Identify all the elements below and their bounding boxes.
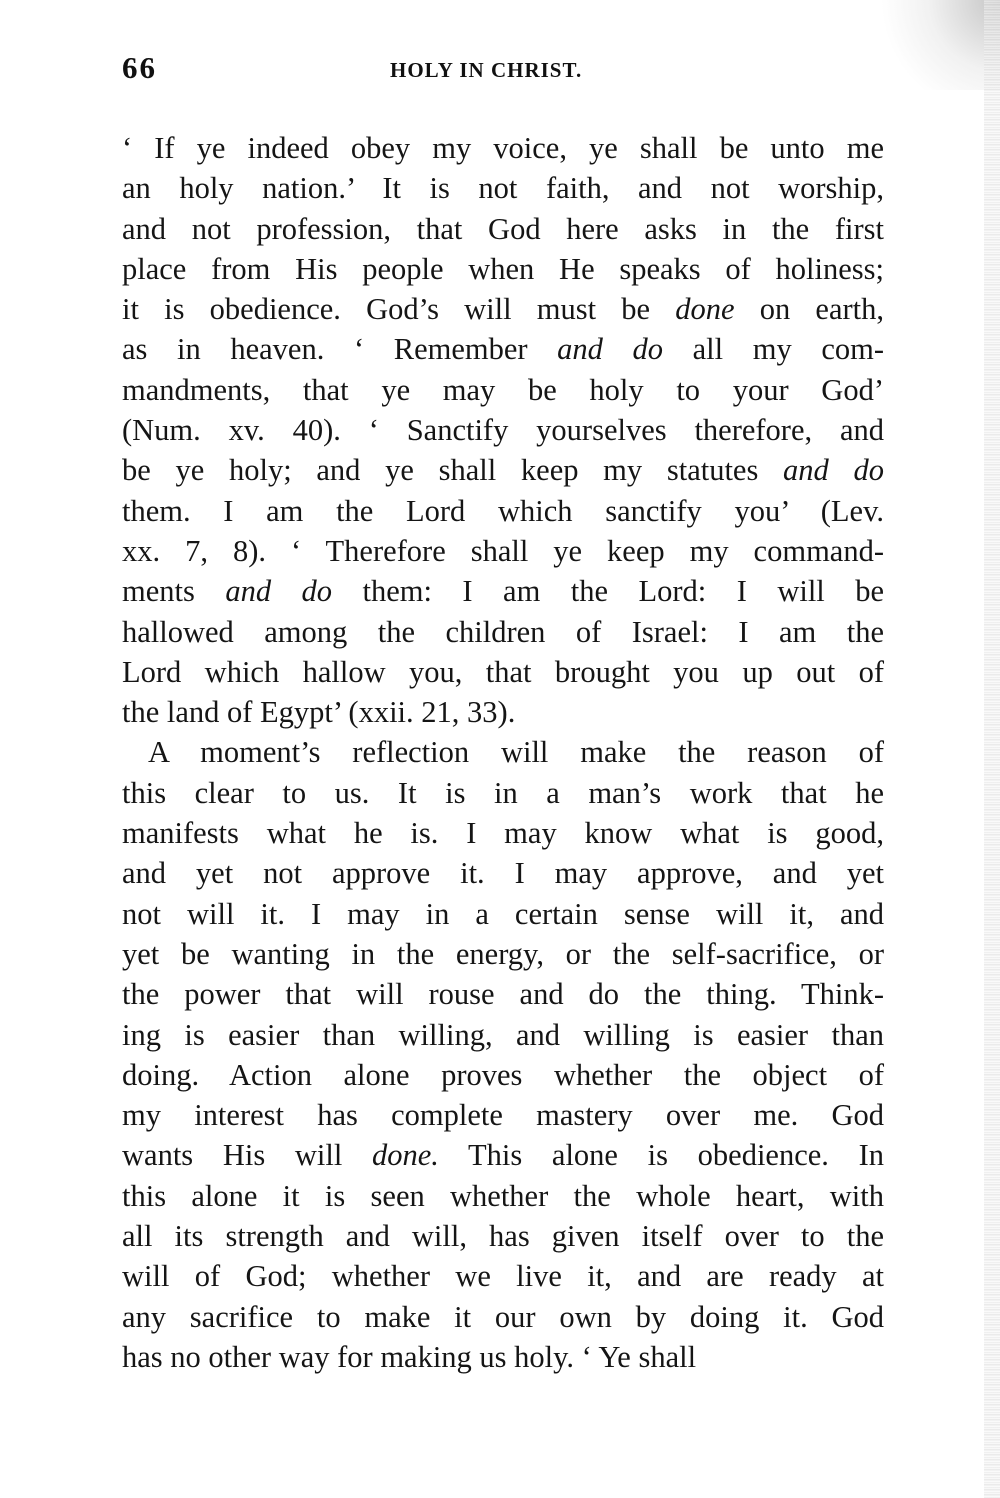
text-line: wants His will done. This alone is obedience. In (122, 1138, 884, 1173)
running-head-title: HOLY IN CHRIST. (390, 58, 583, 82)
text-line: place from His people when He speaks of holiness; (122, 251, 884, 286)
italic-emphasis: done (675, 292, 735, 327)
text-line: yet be wanting in the energy, or the self-sacrifice, or (122, 936, 884, 971)
page-number: 66 (122, 50, 157, 85)
italic-emphasis: and do (783, 453, 884, 488)
paragraph (122, 128, 884, 732)
text-line: not will it. I may in a certain sense will it, and (122, 896, 884, 931)
paragraph (122, 732, 884, 1377)
text-line: this alone it is seen whether the whole heart, with (122, 1178, 884, 1213)
text-line: ing is easier than willing, and willing is easier than (122, 1017, 884, 1052)
italic-emphasis: and do (557, 332, 664, 367)
text-line: and not profession, that God here asks in the first (122, 211, 884, 246)
text-line: has no other way for making us holy. ‘ Ye shall (122, 1339, 697, 1374)
text-line: Lord which hallow you, that brought you up out of (122, 654, 884, 689)
text-line: mandments, that ye may be holy to your God’ (122, 372, 884, 407)
text-line: this clear to us. It is in a man’s work that he (122, 775, 884, 810)
text-line: hallowed among the children of Israel: I am the (122, 614, 884, 649)
text-line: A moment’s reflection will make the reason of (148, 735, 884, 770)
text-line: ments and do them: I am the Lord: I will be (122, 574, 885, 609)
running-head (122, 50, 882, 94)
text-line: (Num. xv. 40). ‘ Sanctify yourselves therefore, and (122, 413, 884, 448)
text-line: the power that will rouse and do the thing. Think- (122, 977, 884, 1012)
text-line: any sacrifice to make it our own by doing it. God (122, 1299, 884, 1334)
text-line: will of God; whether we live it, and are ready at (122, 1259, 884, 1294)
text-line: ‘ If ye indeed obey my voice, ye shall be unto me (122, 131, 884, 165)
text-line: and yet not approve it. I may approve, and yet (122, 856, 884, 891)
page-edge-shading (984, 0, 1000, 1498)
text-line: it is obedience. God’s will must be done on earth, (122, 292, 884, 327)
text-line: doing. Action alone proves whether the object of (122, 1057, 884, 1092)
text-line: my interest has complete mastery over me. God (122, 1098, 884, 1133)
text-line: them. I am the Lord which sanctify you’ (Lev. (122, 493, 884, 528)
text-line: an holy nation.’ It is not faith, and not worship, (122, 171, 884, 206)
body-text (122, 128, 884, 1377)
italic-emphasis: done. (371, 1138, 439, 1173)
text-line: xx. 7, 8). ‘ Therefore shall ye keep my command- (122, 533, 884, 568)
text-line: the land of Egypt’ (xxii. 21, 33). (122, 695, 516, 730)
text-line: manifests what he is. I may know what is good, (122, 816, 884, 851)
italic-emphasis: and do (225, 574, 333, 609)
text-line: all its strength and will, has given itself over to the (122, 1219, 884, 1254)
text-line: as in heaven. ‘ Remember and do all my com- (122, 332, 884, 367)
text-line: be ye holy; and ye shall keep my statutes and do (122, 453, 884, 488)
page-corner-shading (870, 0, 1000, 90)
